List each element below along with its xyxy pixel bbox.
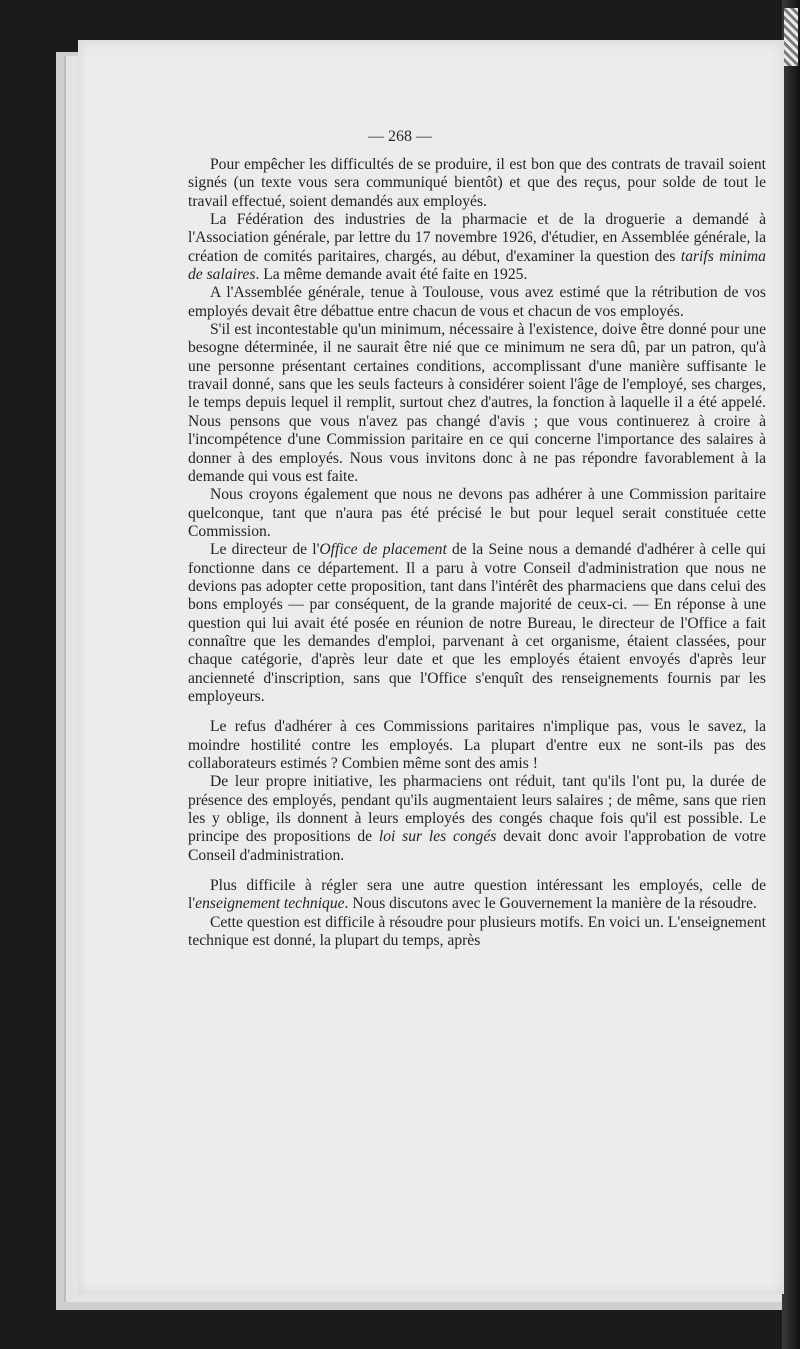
color-calibration-strip [784, 8, 798, 66]
paragraph-6: Le directeur de l'Office de placement de la Seine nous a demandé d'adhérer à celle qui fonctionne dans ce département. Il a paru à votre Conseil d'administration que nous ne devions pas adopter cette proposition, tant dans l'intérêt des pharmaciens que dans celui des bons employés — par conséquent, de la grande majorité de ceux-ci. — En réponse à une question qui lui avait été posée en réunion de notre Bureau, le directeur de l'Office a fait connaître que les demandes d'emploi, parvenant à cet organisme, étaient classées, pour chaque catégorie, d'après leur date et que les employés étaient envoyés d'après leur ancienneté d'inscription, sans que l'Office s'enquît des renseignements fournis par les employeurs. [188, 541, 767, 705]
paragraph-4: S'il est incontestable qu'un minimum, nécessaire à l'existence, doive être donné pour une besogne déterminée, il ne saurait être nié que ce minimum ne sera dû, par un patron, qu'à une personne présentant certaines conditions, accomplissant d'une manière suffisante le travail donné, sans que les seuls facteurs à considérer soient l'âge de l'employé, ses charges, le temps depuis lequel il remplit, surtout chez d'autres, la fonction à laquelle il a été appelé. Nous pensons que vous n'avez pas changé d'avis ; que vous continuerez à croire à l'incompétence d'une Commission paritaire en ce qui concerne l'importance des salaires à donner à des employés. Nous vous invitons donc à ne pas répondre favorablement à la demande qui vous est faite. [188, 321, 766, 485]
paragraph-7: Le refus d'adhérer à ces Commissions paritaires n'implique pas, vous le savez, la moindre hostilité contre les employés. La plupart d'entre eux ne sont-ils pas des collaborateurs estimés ? Combien même sont des amis ! [188, 718, 766, 772]
paragraph-5: Nous croyons également que nous ne devons pas adhérer à une Commission paritaire quelconque, tant que n'aura pas été précisé le but pour lequel serait constituée cette Commission. [188, 486, 766, 540]
paragraph-2: La Fédération des industries de la pharmacie et de la droguerie a demandé à l'Association générale, par lettre du 17 novembre 1926, d'étudier, en Assemblée générale, la création de comités paritaires, chargés, au début, d'examiner la question des tarifs minima de salaires. La même demande avait été faite en 1925. [188, 211, 766, 284]
paragraph-1: Pour empêcher les difficultés de se produire, il est bon que des contrats de travail soient signés (un texte vous sera communiqué bientôt) et que des reçus, pour solde de tout le travail effectué, soient demandés aux employés. [188, 156, 766, 210]
book-spine-edge [782, 0, 800, 1349]
body-text [188, 156, 766, 950]
page-number: — 268 — [368, 128, 432, 145]
paragraph-3: A l'Assemblée générale, tenue à Toulouse, vous avez estimé que la rétribution de vos employés devait être débattue entre chacun de vous et chacun de vos employés. [188, 284, 766, 320]
paragraph-10: Cette question est difficile à résoudre pour plusieurs motifs. En voici un. L'enseignement technique est donné, la plupart du temps, après [188, 913, 766, 950]
paragraph-9: Plus difficile à régler sera une autre question intéressant les employés, celle de l'enseignement technique. Nous discutons avec le Gouvernement la manière de la résoudre. [188, 877, 766, 913]
paragraph-8: De leur propre initiative, les pharmaciens ont réduit, tant qu'ils l'ont pu, la durée de présence des employés, pendant qu'ils augmentaient leurs salaires ; de même, sans que rien les y oblige, ils donnent à leurs employés des congés chaque fois qu'il est possible. Le principe des propositions de loi sur les congés devait donc avoir l'approbation de votre Conseil d'administration. [188, 773, 767, 864]
